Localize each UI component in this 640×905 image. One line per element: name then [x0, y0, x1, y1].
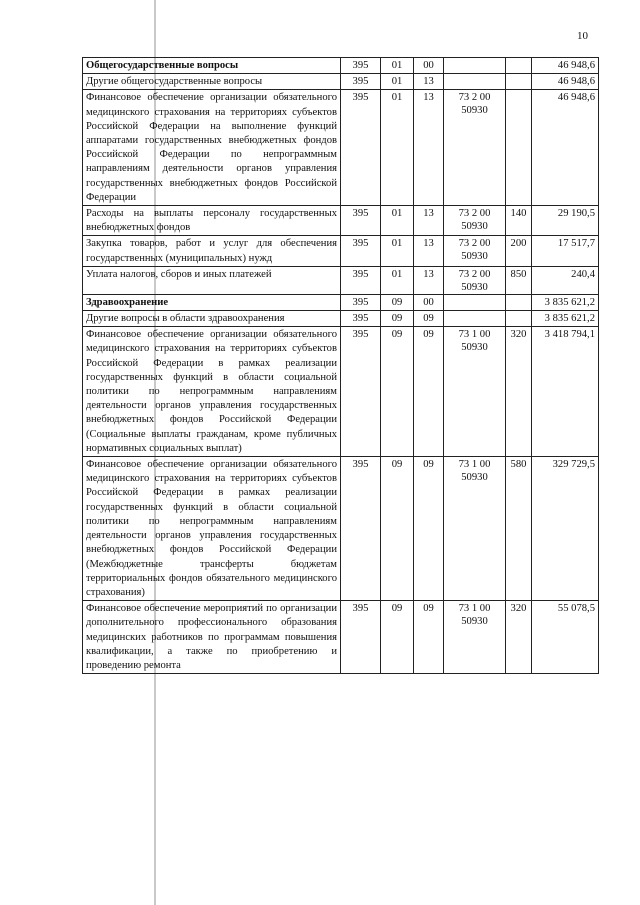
table-row [83, 327, 599, 457]
target-item-code-cell: 73 2 00 50930 [444, 206, 506, 236]
expense-type-code-cell [506, 294, 532, 310]
row-name-cell: Здравоохранение [83, 294, 341, 310]
table-row [83, 74, 599, 90]
expense-type-code-cell [506, 311, 532, 327]
row-name-cell: Другие общегосударственные вопросы [83, 74, 341, 90]
amount-cell: 46 948,6 [532, 90, 599, 206]
subsection-code-cell: 13 [414, 206, 444, 236]
amount-cell: 240,4 [532, 266, 599, 294]
amount-cell: 329 729,5 [532, 457, 599, 601]
subsection-code-cell: 09 [414, 457, 444, 601]
subsection-code-cell: 13 [414, 90, 444, 206]
table-body [83, 58, 599, 674]
ved-code-cell: 395 [341, 601, 381, 674]
expense-type-code-cell: 200 [506, 236, 532, 266]
ved-code-cell: 395 [341, 311, 381, 327]
row-name-cell: Уплата налогов, сборов и иных платежей [83, 266, 341, 294]
amount-cell: 17 517,7 [532, 236, 599, 266]
section-code-cell: 09 [381, 601, 414, 674]
ved-code-cell: 395 [341, 90, 381, 206]
subsection-code-cell: 13 [414, 236, 444, 266]
section-code-cell: 09 [381, 457, 414, 601]
table-row [83, 294, 599, 310]
ved-code-cell: 395 [341, 327, 381, 457]
ved-code-cell: 395 [341, 206, 381, 236]
target-item-code-cell [444, 294, 506, 310]
amount-cell: 3 418 794,1 [532, 327, 599, 457]
amount-cell: 55 078,5 [532, 601, 599, 674]
amount-cell: 3 835 621,2 [532, 311, 599, 327]
subsection-code-cell: 00 [414, 58, 444, 74]
subsection-code-cell: 13 [414, 266, 444, 294]
table-row [83, 58, 599, 74]
ved-code-cell: 395 [341, 74, 381, 90]
section-code-cell: 01 [381, 206, 414, 236]
expense-type-code-cell [506, 74, 532, 90]
amount-cell: 46 948,6 [532, 58, 599, 74]
section-code-cell: 01 [381, 236, 414, 266]
expense-type-code-cell: 580 [506, 457, 532, 601]
table-row [83, 236, 599, 266]
section-code-cell: 01 [381, 58, 414, 74]
row-name-cell: Закупка товаров, работ и услуг для обеспечения государственных (муниципальных) нужд [83, 236, 341, 266]
target-item-code-cell [444, 58, 506, 74]
row-name-cell: Расходы на выплаты персоналу государственных внебюджетных фондов [83, 206, 341, 236]
target-item-code-cell [444, 74, 506, 90]
target-item-code-cell [444, 311, 506, 327]
ved-code-cell: 395 [341, 457, 381, 601]
budget-table [82, 57, 599, 674]
page-number: 10 [577, 30, 588, 42]
row-name-cell: Финансовое обеспечение организации обязательного медицинского страхования на территориях субъектов Российской Федерации в рамках реализации государственных функций в области социальной политики по непрограммным направлениям деятельности органов управления государственных внебюджетных фондов Российской Федерации (Межбюджетные трансферты бюджетам территориальных фондов обязательного медицинского страхования) [83, 457, 341, 601]
table-row [83, 601, 599, 674]
table-row [83, 266, 599, 294]
expense-type-code-cell: 320 [506, 327, 532, 457]
subsection-code-cell: 09 [414, 327, 444, 457]
row-name-cell: Финансовое обеспечение организации обязательного медицинского страхования на территориях субъектов Российской Федерации в рамках реализации государственных функций в области социальной политики по непрограммным направлениям деятельности органов управления государственных внебюджетных фондов Российской Федерации (Социальные выплаты гражданам, кроме публичных нормативных социальных выплат) [83, 327, 341, 457]
subsection-code-cell: 09 [414, 311, 444, 327]
expense-type-code-cell [506, 58, 532, 74]
target-item-code-cell: 73 1 00 50930 [444, 327, 506, 457]
table-row [83, 311, 599, 327]
ved-code-cell: 395 [341, 58, 381, 74]
subsection-code-cell: 13 [414, 74, 444, 90]
ved-code-cell: 395 [341, 266, 381, 294]
amount-cell: 3 835 621,2 [532, 294, 599, 310]
section-code-cell: 09 [381, 294, 414, 310]
target-item-code-cell: 73 2 00 50930 [444, 90, 506, 206]
section-code-cell: 09 [381, 327, 414, 457]
subsection-code-cell: 00 [414, 294, 444, 310]
row-name-cell: Финансовое обеспечение организации обязательного медицинского страхования на территориях субъектов Российской Федерации на выполнение функций аппаратами государственных внебюджетных фондов Российской Федерации по непрограммным направлениям деятельности органов управления государственных внебюджетных фондов Российской Федерации [83, 90, 341, 206]
expense-type-code-cell [506, 90, 532, 206]
table-row [83, 457, 599, 601]
target-item-code-cell: 73 1 00 50930 [444, 601, 506, 674]
ved-code-cell: 395 [341, 236, 381, 266]
expense-type-code-cell: 320 [506, 601, 532, 674]
amount-cell: 46 948,6 [532, 74, 599, 90]
amount-cell: 29 190,5 [532, 206, 599, 236]
expense-type-code-cell: 850 [506, 266, 532, 294]
section-code-cell: 01 [381, 266, 414, 294]
row-name-cell: Общегосударственные вопросы [83, 58, 341, 74]
target-item-code-cell: 73 1 00 50930 [444, 457, 506, 601]
ved-code-cell: 395 [341, 294, 381, 310]
target-item-code-cell: 73 2 00 50930 [444, 266, 506, 294]
table-row [83, 90, 599, 206]
target-item-code-cell: 73 2 00 50930 [444, 236, 506, 266]
section-code-cell: 09 [381, 311, 414, 327]
subsection-code-cell: 09 [414, 601, 444, 674]
table-row [83, 206, 599, 236]
row-name-cell: Финансовое обеспечение мероприятий по организации дополнительного профессионального образования медицинских работников по программам повышения квалификации, а также по приобретению и проведению ремонта [83, 601, 341, 674]
section-code-cell: 01 [381, 90, 414, 206]
section-code-cell: 01 [381, 74, 414, 90]
row-name-cell: Другие вопросы в области здравоохранения [83, 311, 341, 327]
expense-type-code-cell: 140 [506, 206, 532, 236]
